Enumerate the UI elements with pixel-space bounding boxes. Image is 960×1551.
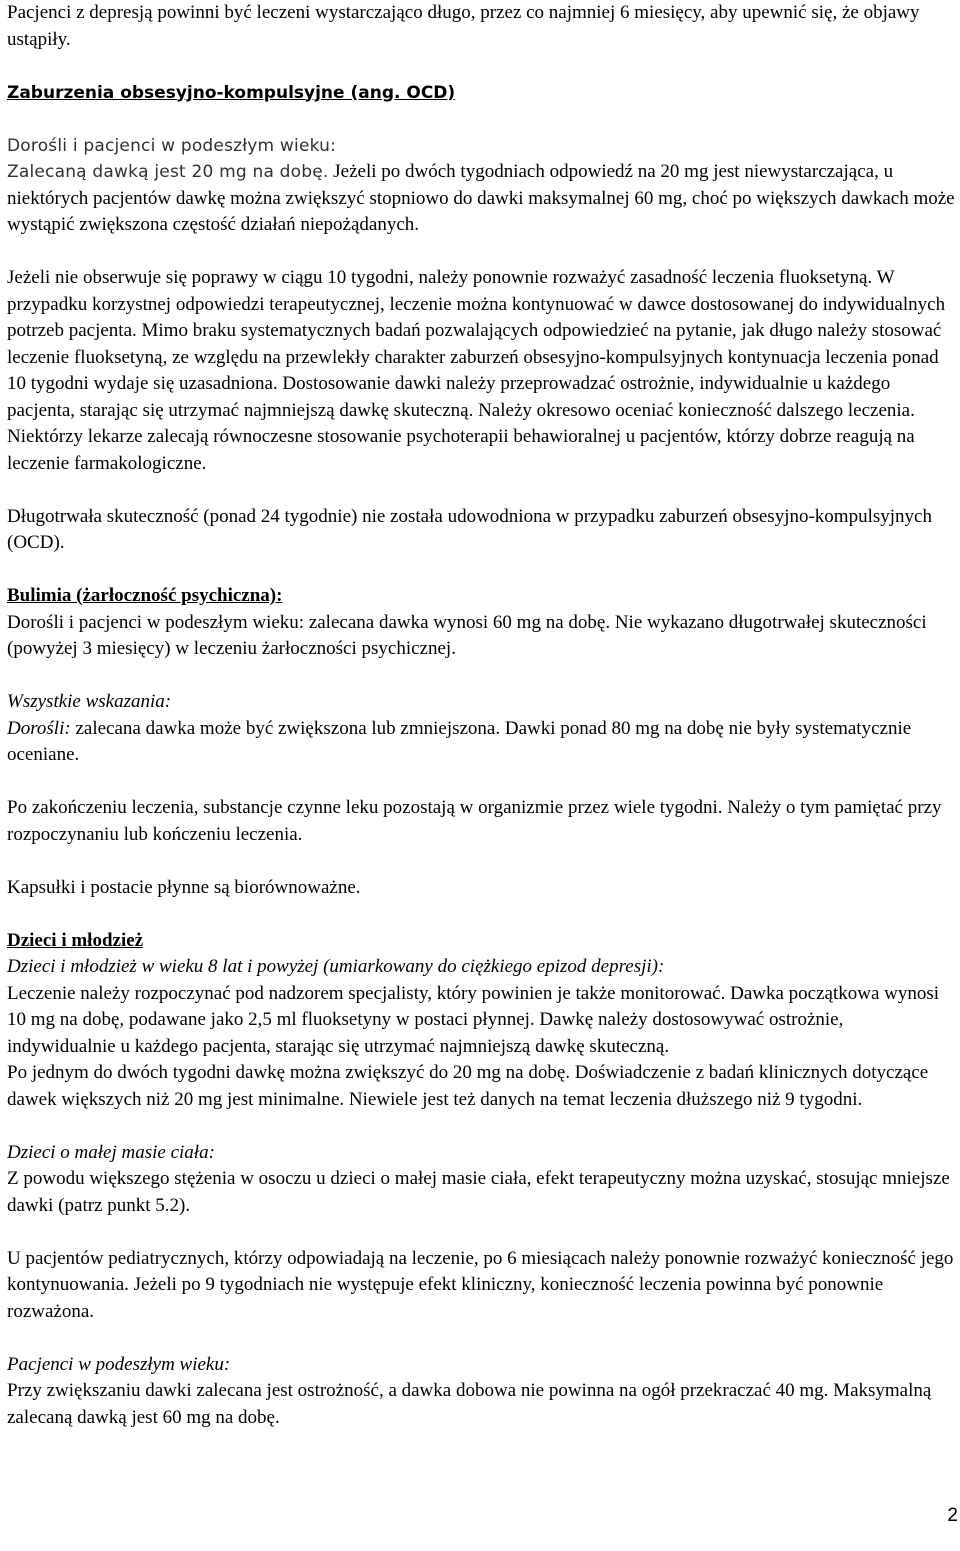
elderly-paragraph: Przy zwiększaniu dawki zalecana jest ostrożność, a dawka dobowa nie powinna na ogół przekraczać 40 mg. Maksymalną zalecaną dawką jest 60 mg na dobę. xyxy=(7,1380,932,1428)
all-indications-heading: Wszystkie wskazania: xyxy=(7,691,172,712)
children-paragraph-3: U pacjentów pediatrycznych, którzy odpowiadają na leczenie, po 6 miesiącach należy ponownie rozważyć konieczność jego kontynuowania. Jeżeli po 9 tygodniach nie występuje efekt kliniczny, konieczność leczenia powinna być ponownie rozważona. xyxy=(7,1247,954,1322)
adults-label: Dorośli: xyxy=(7,717,71,739)
elderly-heading: Pacjenci w podeszłym wieku: xyxy=(7,1353,231,1375)
bioequivalence-paragraph: Kapsułki i postacie płynne są biorównoważne. xyxy=(7,876,361,898)
ocd-dose-paragraph xyxy=(7,159,955,239)
adults-text: zalecana dawka może być zwiększona lub zmniejszona. Dawki ponad 80 mg na dobę nie były systematycznie oceniane. xyxy=(7,717,912,765)
children-subheading: Dzieci i młodzież w wieku 8 lat i powyżej (umiarkowany do ciężkiego epizod depresji): xyxy=(7,956,665,977)
ocd-paragraph-2: Jeżeli nie obserwuje się poprawy w ciągu 10 tygodni, należy ponownie rozważyć zasadność leczenia fluoksetyną. W przypadku korzystnej odpowiedzi terapeutycznej, leczenie można kontynuować w dawce dostosowanej do indywidualnych potrzeb pacjenta. Mimo braku systematycznych badań pozwalających odpowiedzieć na pytanie, jak długo należy stosować leczenie fluoksetyną, ze względu na przewlekły charakter zaburzeń obsesyjno-kompulsyjnych kontynuacja leczenia ponad 10 tygodni wydaje się uzasadniona. Dostosowanie dawki należy przeprowadzać ostrożnie, indywidualnie u każdego pacjenta, starając się utrzymać najmniejszą dawkę skuteczną. Należy okresowo oceniać konieczność dalszego leczenia. Niektórzy lekarze zalecają równoczesne stosowanie psychoterapii behawioralnej u pacjentów, którzy dobrze reagują na leczenie farmakologiczne. xyxy=(7,267,946,474)
bulimia-heading: Bulimia (żarłoczność psychiczna): xyxy=(7,585,283,606)
intro-paragraph: Pacjenci z depresją powinni być leczeni wystarczająco długo, przez co najmniej 6 miesięcy, aby upewnić się, że objawy ustąpiły. xyxy=(7,2,920,50)
low-weight-heading: Dzieci o małej masie ciała: xyxy=(7,1141,215,1163)
children-paragraph-1: Leczenie należy rozpoczynać pod nadzorem specjalisty, który powinien je także monitorować. Dawka początkowa wynosi 10 mg na dobę, podawane jako 2,5 ml fluoksetyny w postaci płynnej. Dawkę należy dostosowywać ostrożnie, indywidualnie u każdego pacjenta, starając się utrzymać najmniejszą dawkę skuteczną. xyxy=(7,982,940,1057)
after-treatment-paragraph: Po zakończeniu leczenia, substancje czynne leku pozostają w organizmie przez wiele tygodni. Należy o tym pamiętać przy rozpoczynaniu lub kończeniu leczenia. xyxy=(7,797,942,845)
children-heading: Dzieci i młodzież xyxy=(7,929,144,951)
document-page xyxy=(7,0,955,1431)
bulimia-paragraph: Dorośli i pacjenci w podeszłym wieku: zalecana dawka wynosi 60 mg na dobę. Nie wykazano długotrwałej skuteczności (powyżej 3 miesięcy) w leczeniu żarłoczności psychicznej. xyxy=(7,611,927,659)
ocd-dose-start: Zalecaną dawką jest 20 mg na dobę. xyxy=(7,162,329,182)
low-weight-paragraph: Z powodu większego stężenia w osoczu u dzieci o małej masie ciała, efekt terapeutyczny można uzyskać, stosując mniejsze dawki (patrz punkt 5.2). xyxy=(7,1168,950,1216)
page-number: 2 xyxy=(947,1505,958,1526)
ocd-paragraph-3: Długotrwała skuteczność (ponad 24 tygodnie) nie została udowodniona w przypadku zaburzeń obsesyjno-kompulsyjnych (OCD). xyxy=(7,505,932,553)
children-paragraph-2: Po jednym do dwóch tygodni dawkę można zwiększyć do 20 mg na dobę. Doświadczenie z badań klinicznych dotyczące dawek większych niż 20 mg jest minimalne. Niewiele jest też danych na temat leczenia dłuższego niż 9 tygodni. xyxy=(7,1062,929,1110)
ocd-dose-rest: Jeżeli po dwóch tygodniach odpowiedź na 20 mg jest niewystarczająca, u niektórych pacjentów dawkę można zwiększyć stopniowo do dawki maksymalnej 60 mg, choć po większych dawkach może wystąpić zwiększona częstość działań niepożądanych. xyxy=(7,161,955,235)
ocd-adults-subheading: Dorośli i pacjenci w podeszłym wieku: xyxy=(7,135,337,156)
all-indications-paragraph xyxy=(7,716,955,769)
ocd-heading: Zaburzenia obsesyjno-kompulsyjne (ang. OCD) xyxy=(7,82,456,103)
